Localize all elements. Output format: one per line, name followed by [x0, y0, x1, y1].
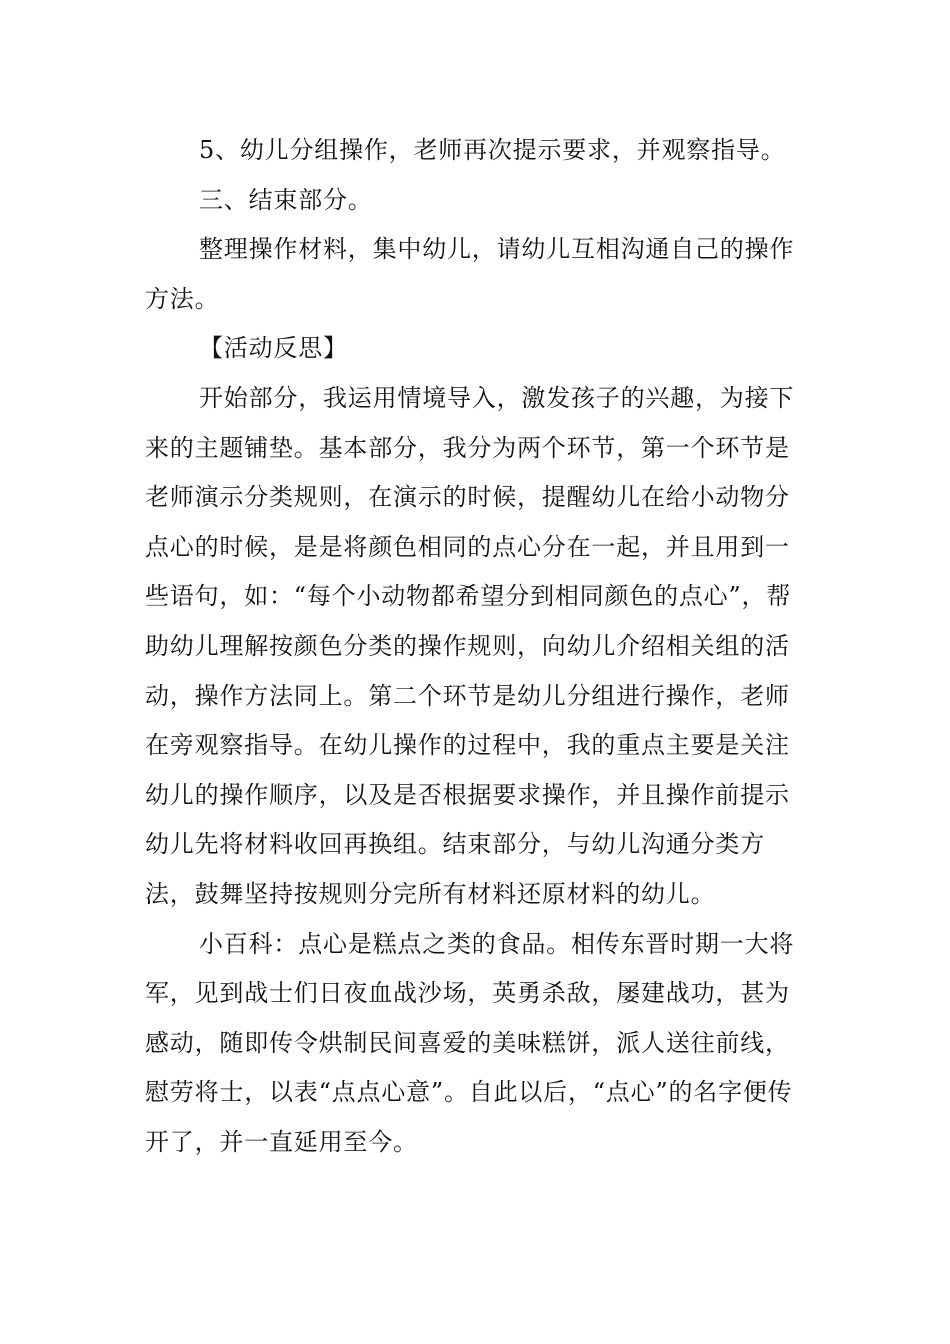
paragraph-reflection-heading: 【活动反思】: [199, 334, 348, 363]
paragraph-reflection-body: 开始部分，我运用情境导入，激发孩子的兴趣，为接下来的主题铺垫。基本部分，我分为两个环节，第一个环节是老师演示分类规则，在演示的时候，提醒幼儿在给小动物分点心的时候，是是将颜色相同的点心分在一起，并且用到一些语句，如：“每个小动物都希望分到相同颜色的点心”，帮助幼儿理解按颜色分类的操作规则，向幼儿介绍相关组的活动，操作方法同上。第二个环节是幼儿分组进行操作，老师在旁观察指导。在幼儿操作的过程中，我的重点主要是关注幼儿的操作顺序，以及是否根据要求操作，并且操作前提示幼儿先将材料收回再换组。结束部分，与幼儿沟通分类方法，鼓舞坚持按规则分完所有材料还原材料的幼儿。: [145, 383, 795, 908]
paragraph-step-5: 5、幼儿分组操作，老师再次提示要求，并观察指导。: [199, 136, 786, 164]
paragraph-section-end: 三、结束部分。: [199, 185, 373, 214]
document-body: [145, 126, 809, 1167]
paragraph-encyclopedia: 小百科：点心是糕点之类的食品。相传东晋时期一大将军，见到战士们日夜血战沙场，英勇杀敌，屡建战功，甚为感动，随即传令烘制民间喜爱的美味糕饼，派人送往前线，慰劳将士，以表“点点心意”。自此以后，“点心”的名字便传开了，并一直延用至今。: [145, 929, 795, 1156]
paragraph-organize-materials: 整理操作材料，集中幼儿，请幼儿互相沟通自己的操作方法。: [145, 235, 795, 313]
